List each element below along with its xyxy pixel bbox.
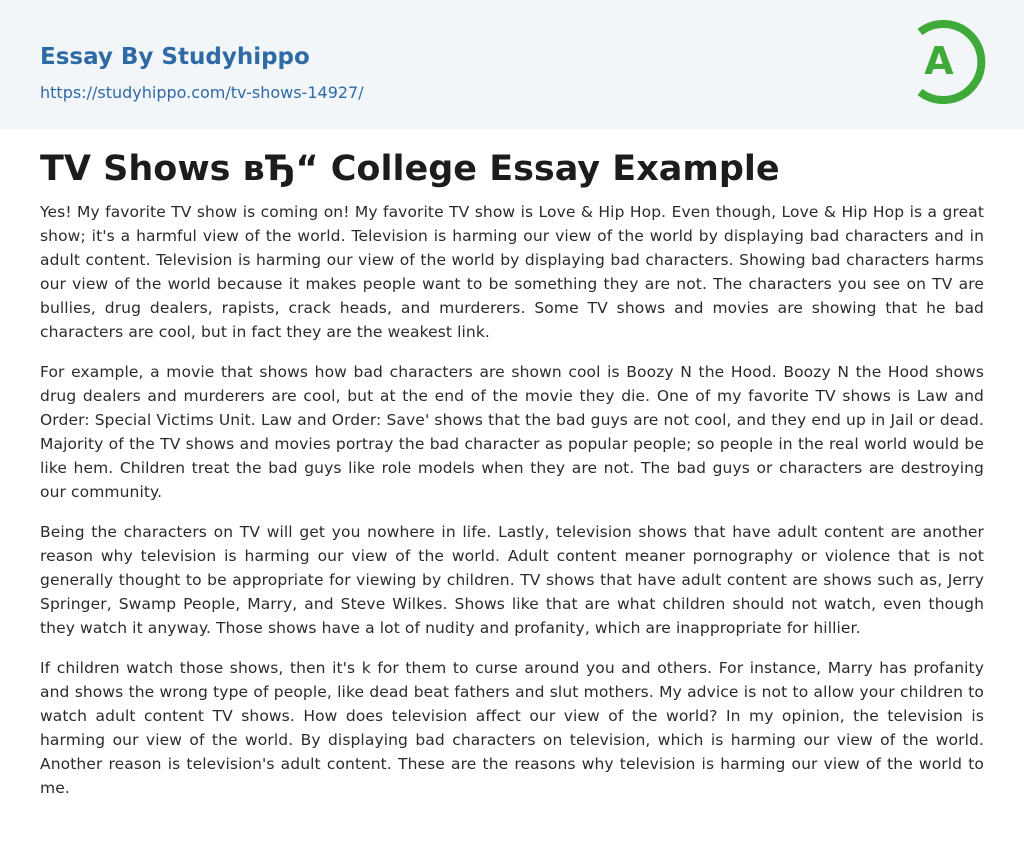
logo-letter: A xyxy=(924,39,954,83)
essay-paragraph: For example, a movie that shows how bad characters are shown cool is Boozy N the Hood. Boozy N the Hood shows drug dealers and murderers are cool, but at the end of the movie they die. One of my favorite TV shows is Law and Order: Special Victims Unit. Law and Order: Save' shows that the bad guys are not cool, and they end up in Jail or dead. Majority of the TV shows and movies portray the bad character as popular people; so people in the real world would be like hem. Children treat the bad guys like role models when they are not. The bad guys or characters are destroying our community. xyxy=(40,363,984,501)
essay-paragraph: If children watch those shows, then it's k for them to curse around you and others. For instance, Marry has profanity and shows the wrong type of people, like dead beat fathers and slut mothers. My advice is not to allow your children to watch adult content TV shows. How does television affect our view of the world? In my opinion, the television is harming our view of the world. By displaying bad characters on television, which is harming our view of the world. Another reason is television's adult content. These are the reasons why television is harming our view of the world to me. xyxy=(40,659,984,797)
essay-paragraph: Being the characters on TV will get you nowhere in life. Lastly, television shows that have adult content are another reason why television is harming our view of the world. Adult content meaner pornography or violence that is not generally thought to be appropriate for viewing by children. TV shows that have adult content are shows such as, Jerry Springer, Swamp People, Marry, and Steve Wilkes. Shows like that are what children should not watch, even though they watch it anyway. Those shows have a lot of nudity and profanity, which are inappropriate for hillier. xyxy=(40,523,984,637)
brand-title: Essay By Studyhippo xyxy=(40,44,310,70)
essay-paragraph: Yes! My favorite TV show is coming on! My favorite TV show is Love & Hip Hop. Even though, Love & Hip Hop is a great show; it's a harmful view of the world. Television is harming our view of the world by displaying bad characters and in adult content. Television is harming our view of the world by displaying bad characters. Showing bad characters harms our view of the world because it makes people want to be something they are not. The characters you see on TV are bullies, drug dealers, rapists, crack heads, and murderers. Some TV shows and movies are showing that he bad characters are cool, but in fact they are the weakest link. xyxy=(40,203,984,341)
site-header xyxy=(0,0,1024,129)
studyhippo-logo-icon[interactable] xyxy=(906,18,990,106)
page-title: TV Shows вЂ“ College Essay Example xyxy=(40,149,780,189)
essay-body xyxy=(40,200,984,816)
source-url-link[interactable]: https://studyhippo.com/tv-shows-14927/ xyxy=(40,83,364,102)
